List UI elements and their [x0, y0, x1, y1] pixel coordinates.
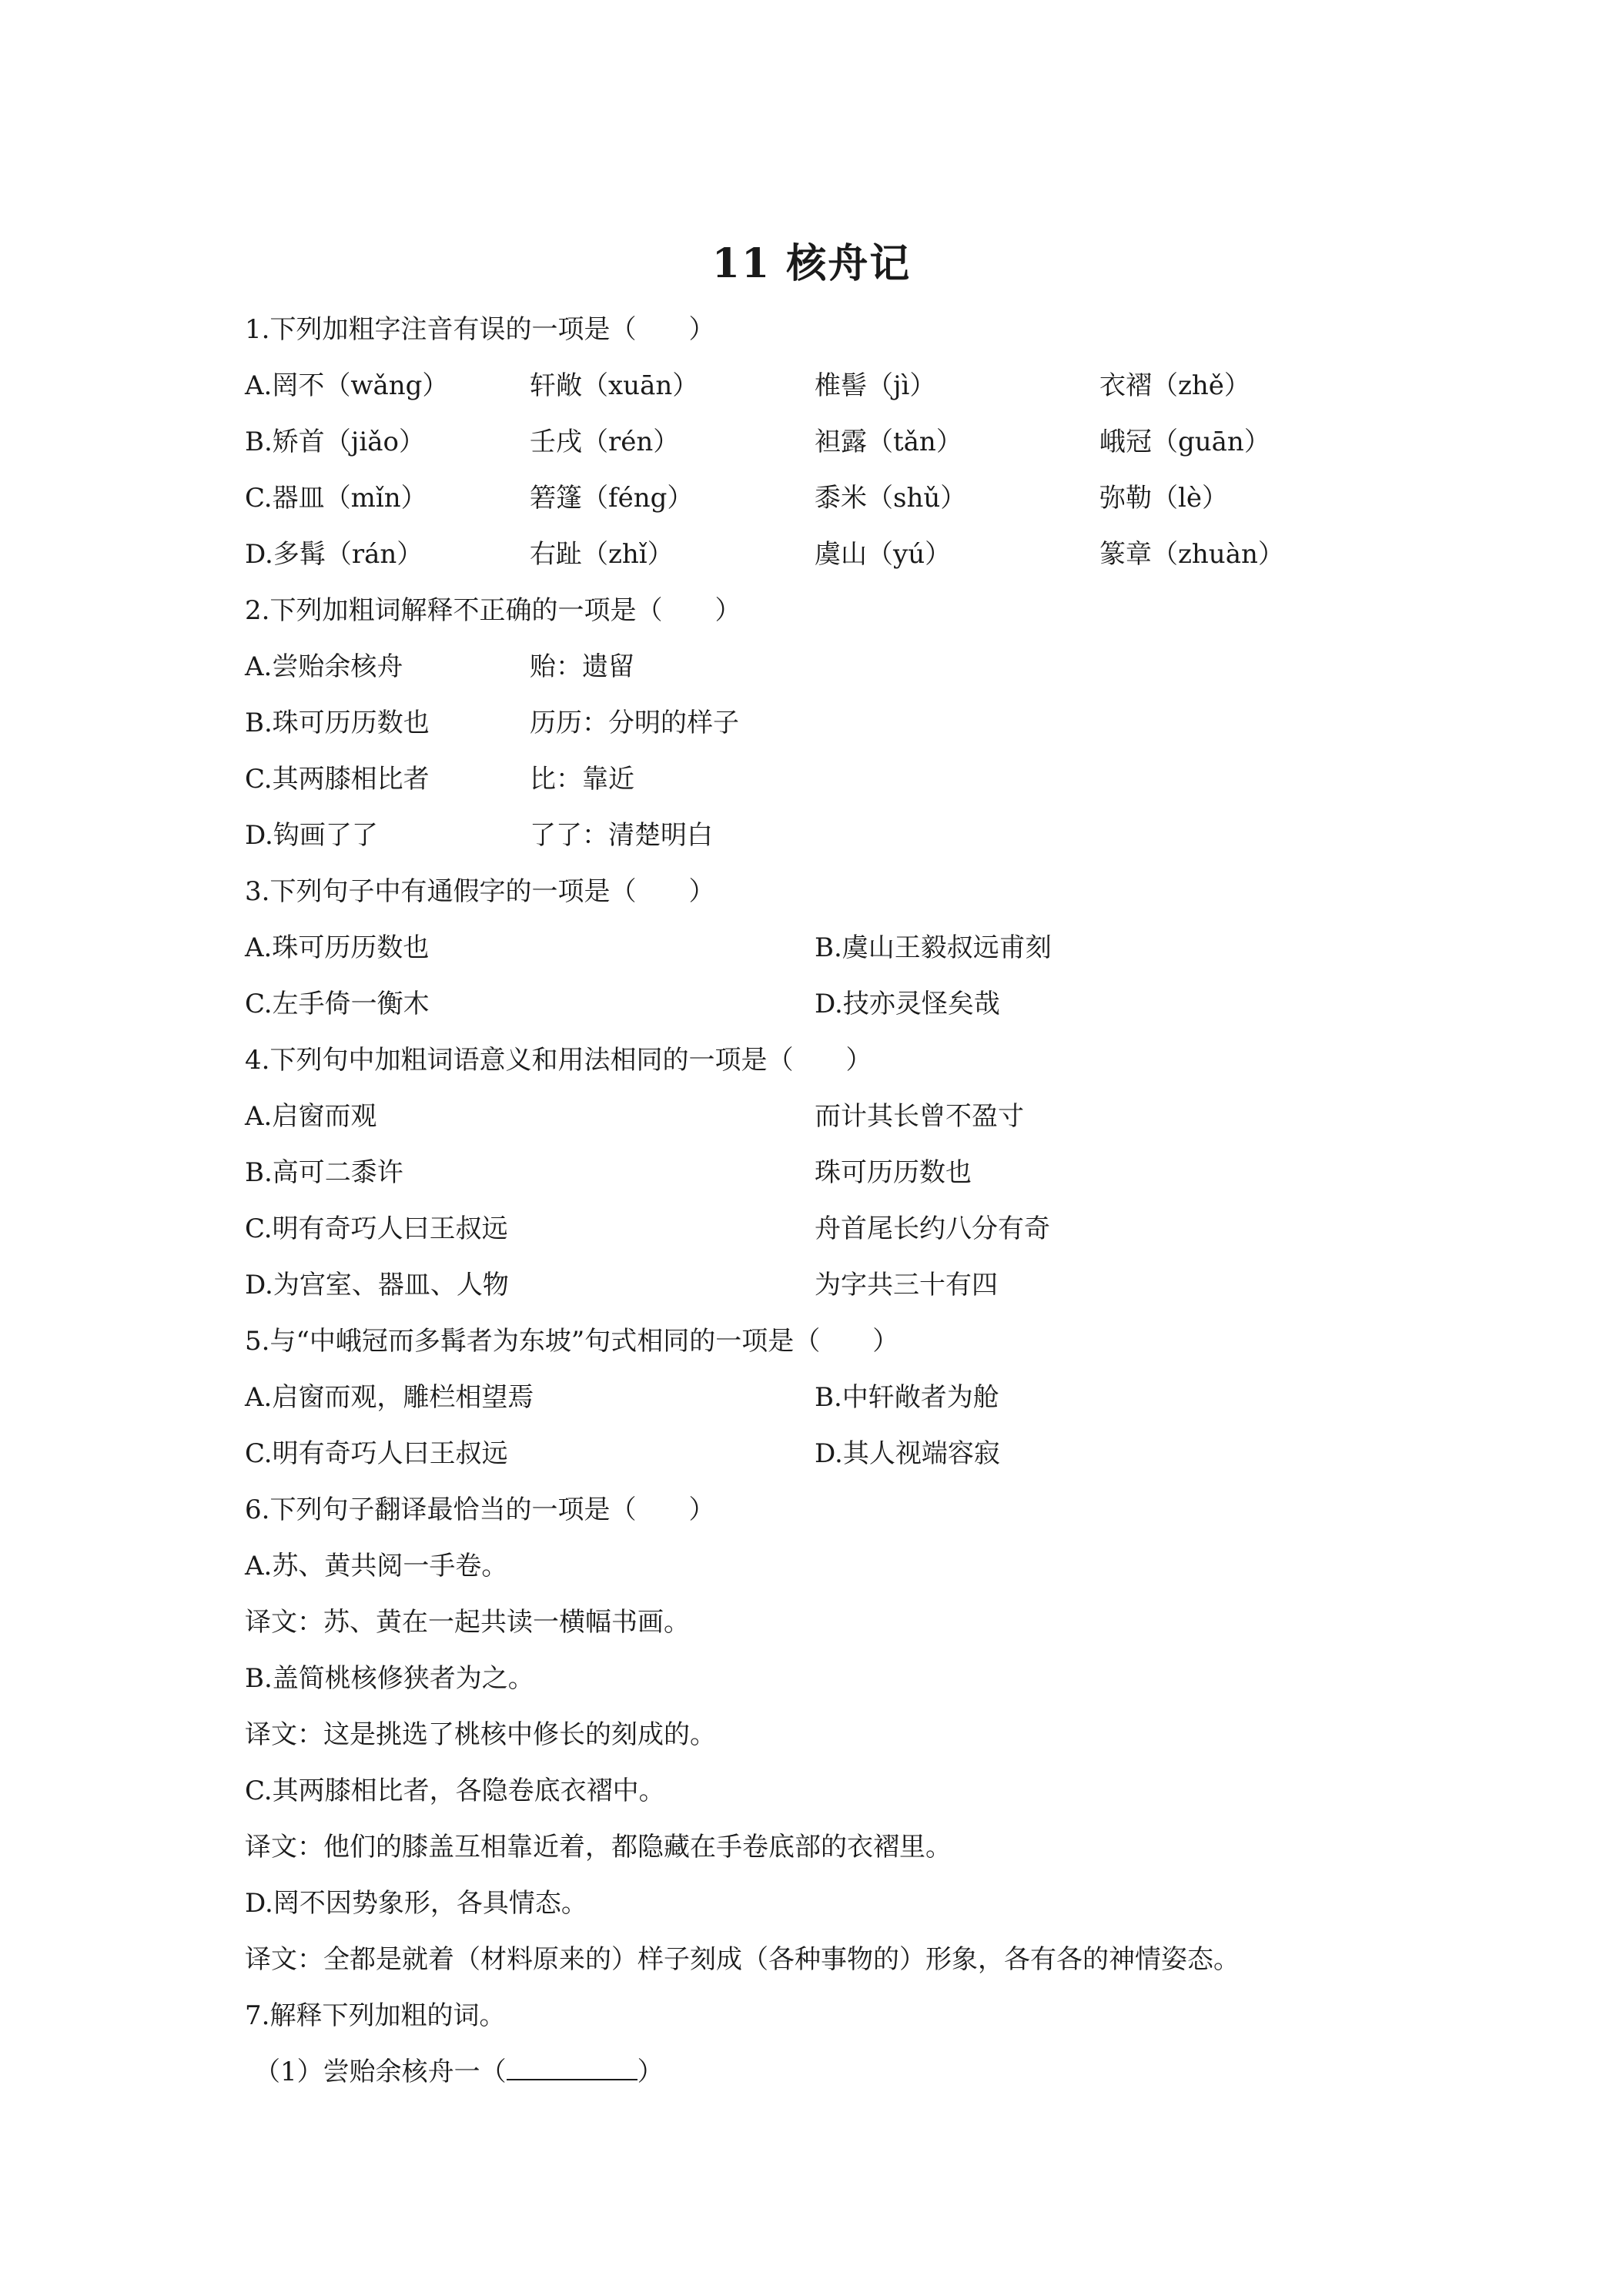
question-5-stem: 5.与“中峨冠而多髯者为东坡”句式相同的一项是（ ）: [245, 1326, 899, 1357]
q3-option-d: D.技亦灵怪矣哉: [815, 989, 1000, 1019]
q2-option-a-sentence: A.尝贻余核舟: [245, 651, 403, 682]
q5-option-a: A.启窗而观，雕栏相望焉: [245, 1382, 534, 1413]
q7-item-1-answer-blank[interactable]: [507, 2054, 637, 2080]
q4-option-b-1: B.高可二黍许: [245, 1157, 403, 1188]
q4-option-c-1: C.明有奇巧人曰王叔远: [245, 1213, 508, 1244]
q1-option-a-2: 轩敞（xuān）: [530, 370, 699, 401]
q1-option-d-1: D.多髯（rán）: [245, 539, 423, 570]
q2-option-d-gloss: 了了：清楚明白: [530, 820, 713, 851]
question-4-stem: 4.下列句中加粗词语意义和用法相同的一项是（ ）: [245, 1045, 872, 1076]
q2-option-b-sentence: B.珠可历历数也: [245, 708, 430, 738]
q1-option-c-4: 弥勒（lè）: [1099, 483, 1228, 514]
q1-option-c-1: C.器皿（mǐn）: [245, 483, 427, 514]
q5-option-b: B.中轩敞者为舱: [815, 1382, 999, 1413]
q6-option-a: A.苏、黄共阅一手卷。: [245, 1551, 508, 1581]
q1-option-b-1: B.矫首（jiǎo）: [245, 427, 425, 457]
q1-option-d-2: 右趾（zhǐ）: [530, 539, 674, 570]
q1-option-d-4: 篆章（zhuàn）: [1099, 539, 1284, 570]
q4-option-a-2: 而计其长曾不盈寸: [815, 1101, 1024, 1132]
q3-option-a: A.珠可历历数也: [245, 932, 430, 963]
q6-option-b-translation: 译文：这是挑选了桃核中修长的刻成的。: [245, 1719, 716, 1750]
page-title: 11 核舟记: [711, 240, 912, 287]
q6-option-c-translation: 译文：他们的膝盖互相靠近着，都隐藏在手卷底部的衣褶里。: [245, 1832, 952, 1863]
question-7-stem: 7.解释下列加粗的词。: [245, 2000, 506, 2031]
q6-option-d-translation: 译文：全都是就着（材料原来的）样子刻成（各种事物的）形象，各有各的神情姿态。: [245, 1944, 1240, 1975]
q4-option-d-1: D.为宫室、器皿、人物: [245, 1270, 509, 1300]
q2-option-d-sentence: D.钩画了了: [245, 820, 378, 851]
q6-option-b: B.盖简桃核修狭者为之。: [245, 1663, 534, 1694]
q7-item-1: [254, 2054, 664, 2090]
q2-option-c-gloss: 比：靠近: [530, 764, 634, 795]
q4-option-a-1: A.启窗而观: [245, 1101, 377, 1132]
q2-option-c-sentence: C.其两膝相比者: [245, 764, 430, 795]
q1-option-a-3: 椎髻（jì）: [815, 370, 936, 401]
q2-option-b-gloss: 历历：分明的样子: [530, 708, 739, 738]
q5-option-d: D.其人视端容寂: [815, 1438, 1000, 1469]
q4-option-d-2: 为字共三十有四: [815, 1270, 998, 1300]
q6-option-d: D.罔不因势象形，各具情态。: [245, 1888, 587, 1919]
question-1-stem: 1.下列加粗字注音有误的一项是（ ）: [245, 314, 715, 345]
q2-option-a-gloss: 贻：遗留: [530, 651, 634, 682]
q6-option-c: C.其两膝相比者，各隐卷底衣褶中。: [245, 1776, 665, 1806]
q3-option-c: C.左手倚一衡木: [245, 989, 430, 1019]
q1-option-a-1: A.罔不（wǎng）: [245, 370, 449, 401]
q1-option-a-4: 衣褶（zhě）: [1099, 370, 1250, 401]
question-6-stem: 6.下列句子翻译最恰当的一项是（ ）: [245, 1494, 715, 1525]
q1-option-c-3: 黍米（shǔ）: [815, 483, 967, 514]
q7-item-1-text: 尝贻余核舟一（: [323, 2057, 507, 2087]
q1-option-b-2: 壬戌（rén）: [530, 427, 680, 457]
q7-item-1-number: （1）: [254, 2057, 323, 2087]
q4-option-b-2: 珠可历历数也: [815, 1157, 972, 1188]
q1-option-d-3: 虞山（yú）: [815, 539, 952, 570]
q7-item-1-close: ）: [637, 2057, 664, 2087]
question-3-stem: 3.下列句子中有通假字的一项是（ ）: [245, 876, 715, 907]
question-2-stem: 2.下列加粗词解释不正确的一项是（ ）: [245, 595, 741, 626]
q6-option-a-translation: 译文：苏、黄在一起共读一横幅书画。: [245, 1607, 690, 1638]
q1-option-b-3: 袒露（tǎn）: [815, 427, 962, 457]
q5-option-c: C.明有奇巧人曰王叔远: [245, 1438, 508, 1469]
q1-option-c-2: 箬篷（féng）: [530, 483, 694, 514]
q3-option-b: B.虞山王毅叔远甫刻: [815, 932, 1052, 963]
q1-option-b-4: 峨冠（guān）: [1099, 427, 1270, 457]
q4-option-c-2: 舟首尾长约八分有奇: [815, 1213, 1050, 1244]
